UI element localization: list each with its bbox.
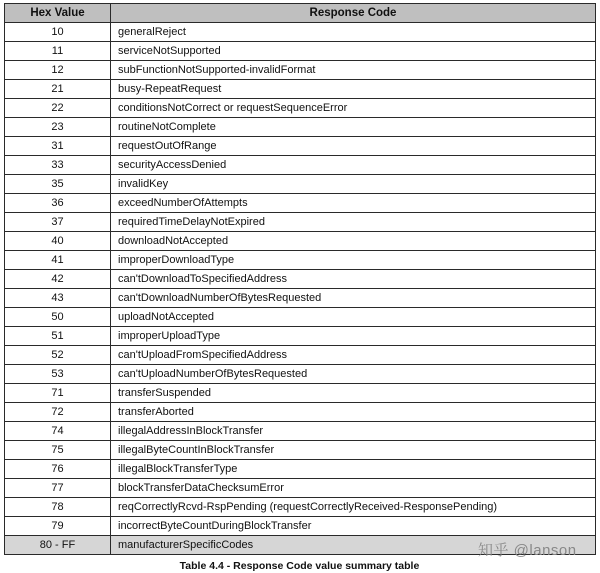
hex-value-cell: 71 <box>5 384 111 403</box>
table-row <box>5 213 596 232</box>
response-code-cell: manufacturerSpecificCodes <box>111 536 596 555</box>
table-row <box>5 422 596 441</box>
response-code-cell: can'tDownloadToSpecifiedAddress <box>111 270 596 289</box>
hex-value-cell: 22 <box>5 99 111 118</box>
table-row <box>5 156 596 175</box>
response-code-cell: routineNotComplete <box>111 118 596 137</box>
table-row <box>5 517 596 536</box>
response-code-cell: transferAborted <box>111 403 596 422</box>
hex-value-cell: 79 <box>5 517 111 536</box>
response-code-cell: uploadNotAccepted <box>111 308 596 327</box>
response-code-cell: improperUploadType <box>111 327 596 346</box>
hex-value-cell: 10 <box>5 23 111 42</box>
response-code-cell: conditionsNotCorrect or requestSequenceError <box>111 99 596 118</box>
response-code-cell: improperDownloadType <box>111 251 596 270</box>
table-body <box>5 23 596 555</box>
table-row <box>5 346 596 365</box>
response-code-cell: subFunctionNotSupported-invalidFormat <box>111 61 596 80</box>
table-row <box>5 289 596 308</box>
table-row <box>5 118 596 137</box>
table-row <box>5 403 596 422</box>
response-code-cell: can'tDownloadNumberOfBytesRequested <box>111 289 596 308</box>
hex-value-cell: 36 <box>5 194 111 213</box>
response-code-cell: reqCorrectlyRcvd-RspPending (requestCorrectlyReceived-ResponsePending) <box>111 498 596 517</box>
table-row <box>5 270 596 289</box>
table-row <box>5 23 596 42</box>
hex-value-cell: 41 <box>5 251 111 270</box>
table-row <box>5 498 596 517</box>
table-row <box>5 194 596 213</box>
table-row <box>5 232 596 251</box>
hex-value-cell: 21 <box>5 80 111 99</box>
response-code-cell: illegalByteCountInBlockTransfer <box>111 441 596 460</box>
table-row <box>5 61 596 80</box>
hex-value-cell: 23 <box>5 118 111 137</box>
hex-value-cell: 78 <box>5 498 111 517</box>
hex-value-cell: 53 <box>5 365 111 384</box>
table-row <box>5 460 596 479</box>
header-response-code: Response Code <box>111 4 596 23</box>
hex-value-cell: 11 <box>5 42 111 61</box>
response-code-cell: can'tUploadFromSpecifiedAddress <box>111 346 596 365</box>
table-row <box>5 327 596 346</box>
table-row <box>5 384 596 403</box>
response-code-table <box>4 3 596 555</box>
hex-value-cell: 12 <box>5 61 111 80</box>
response-code-cell: generalReject <box>111 23 596 42</box>
table-row <box>5 42 596 61</box>
response-code-cell: illegalBlockTransferType <box>111 460 596 479</box>
table-row <box>5 80 596 99</box>
response-code-cell: can'tUploadNumberOfBytesRequested <box>111 365 596 384</box>
table-row <box>5 175 596 194</box>
table-row <box>5 99 596 118</box>
hex-value-cell: 77 <box>5 479 111 498</box>
table-row <box>5 137 596 156</box>
hex-value-cell: 51 <box>5 327 111 346</box>
response-code-cell: illegalAddressInBlockTransfer <box>111 422 596 441</box>
hex-value-cell: 43 <box>5 289 111 308</box>
response-code-cell: busy-RepeatRequest <box>111 80 596 99</box>
hex-value-cell: 40 <box>5 232 111 251</box>
hex-value-cell: 75 <box>5 441 111 460</box>
response-code-cell: requiredTimeDelayNotExpired <box>111 213 596 232</box>
response-code-cell: requestOutOfRange <box>111 137 596 156</box>
response-code-cell: blockTransferDataChecksumError <box>111 479 596 498</box>
response-code-cell: downloadNotAccepted <box>111 232 596 251</box>
response-code-cell: transferSuspended <box>111 384 596 403</box>
hex-value-cell: 31 <box>5 137 111 156</box>
response-code-cell: securityAccessDenied <box>111 156 596 175</box>
hex-value-cell: 35 <box>5 175 111 194</box>
header-row <box>5 4 596 23</box>
response-code-cell: invalidKey <box>111 175 596 194</box>
table-row <box>5 308 596 327</box>
hex-value-cell: 42 <box>5 270 111 289</box>
hex-value-cell: 37 <box>5 213 111 232</box>
watermark: 知乎 @lanson <box>478 542 577 559</box>
response-code-cell: serviceNotSupported <box>111 42 596 61</box>
response-code-cell: incorrectByteCountDuringBlockTransfer <box>111 517 596 536</box>
header-hex-value: Hex Value <box>5 4 111 23</box>
response-code-cell: exceedNumberOfAttempts <box>111 194 596 213</box>
hex-value-cell: 52 <box>5 346 111 365</box>
hex-value-cell: 33 <box>5 156 111 175</box>
table-row <box>5 365 596 384</box>
table-row <box>5 251 596 270</box>
table-caption: Table 4.4 - Response Code value summary table <box>179 560 420 572</box>
table-row <box>5 441 596 460</box>
hex-value-cell: 74 <box>5 422 111 441</box>
table-row <box>5 479 596 498</box>
table-header <box>5 4 596 23</box>
document <box>4 3 595 572</box>
hex-value-cell: 72 <box>5 403 111 422</box>
hex-value-cell: 50 <box>5 308 111 327</box>
hex-value-cell: 80 - FF <box>5 536 111 555</box>
hex-value-cell: 76 <box>5 460 111 479</box>
